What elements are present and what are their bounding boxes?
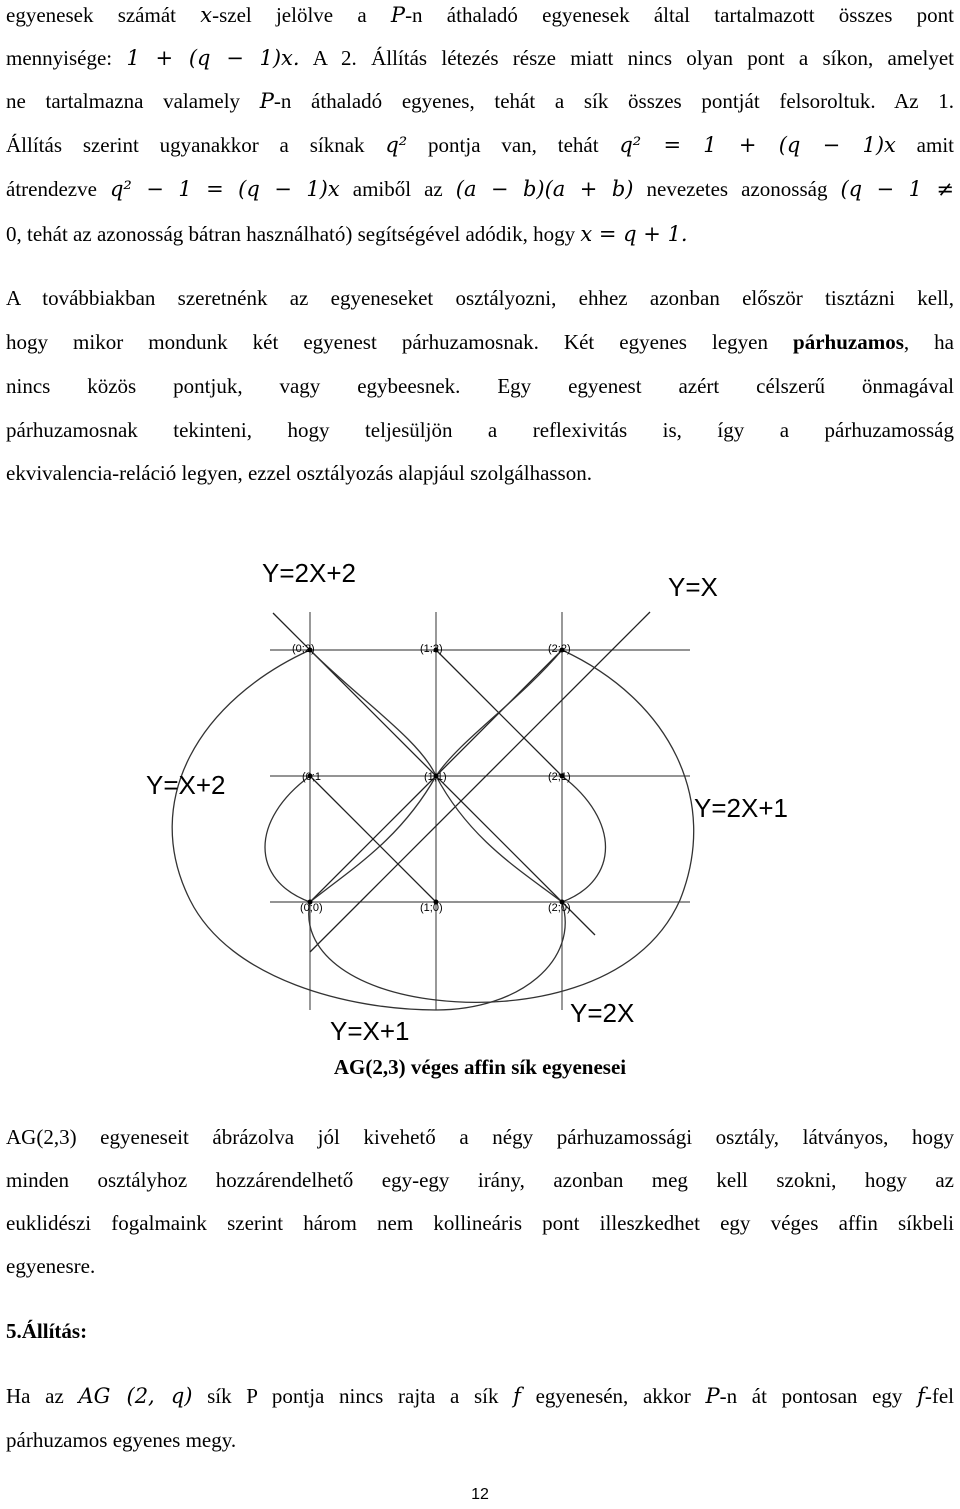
curve-y-2x [309,650,694,1002]
p2-line-2: hogy mikor mondunk két egyenest párhuzamosnak. Két egyenes legyen párhuzamos, ha [6,330,954,354]
point-label-2-1: (2;1) [548,771,571,783]
point-label-1-0: (1;0) [420,902,443,914]
page-number: 12 [471,1486,489,1503]
point-label-1-1: (1;1) [424,771,447,783]
line-label-y-x-plus-2: Y=X+2 [146,770,226,800]
claim-line-2: párhuzamos egyenes megy. [6,1428,237,1452]
curved-lines [172,650,694,1010]
affine-plane-figure [0,548,960,1048]
line-label-y-2x: Y=2X [570,998,635,1028]
p2-line-4: párhuzamosnak tekinteni, hogy teljesüljön a reflexivitás is, így a párhuzamosság [6,418,954,442]
point-label-2-2: (2;2) [548,643,571,655]
point-label-1-2: (1;2) [420,643,443,655]
p3-line-2: minden osztályhoz hozzárendelhető egy-egy irány, azonban meg kell szokni, hogy az [6,1168,954,1192]
p2-line-3: nincs közös pontjuk, vagy egybeesnek. Egy egyenest azért célszerű önmagával [6,374,954,398]
p2-line-5: ekvivalencia-reláció legyen, ezzel osztályozás alapjául szolgálhasson. [6,461,592,485]
p1-line-4: Állítás szerint ugyanakkor a síknak q² pontja van, tehát q² = 1 + (q − 1)x amit [6,133,954,157]
claim-line-1: Ha az AG (2, q) sík P pontja nincs rajta a sík f egyenesén, akkor P-n át pontosan egy f-fel [6,1384,955,1408]
p1-line-6: 0, tehát az azonosság bátran használható) segítségével adódik, hogy x = q + 1. [6,222,688,246]
slope-one-lines [0,548,650,952]
claim-heading: 5.Állítás: [6,1319,88,1343]
p1-line-3: ne tartalmazna valamely P-n áthaladó egyenes, tehát a sík összes pontját felsoroltuk. Az 1. [6,89,954,113]
point-label-0-2: (0;2) [292,643,315,655]
line-label-y-2x-plus-1: Y=2X+1 [694,793,788,823]
p3-line-3: euklidészi fogalmaink szerint három nem kollineáris pont illeszkedhet egy véges affin síkbeli [6,1211,954,1235]
diagonal-y-x [310,612,650,952]
curve-left-small [265,776,310,902]
figure-caption: AG(2,3) véges affin sík egyenesei [333,1055,627,1079]
p1-line-2: mennyisége: 1 + (q − 1)x. A 2. Állítás létezés része miatt nincs olyan pont a síkon, amelyet [6,46,955,70]
point-label-0-1: (0;1 [302,771,321,783]
point-label-0-0: (0;0) [300,902,323,914]
p1-line-5: átrendezve q² − 1 = (q − 1)x amiből az (a − b)(a + b) nevezetes azonosság (q − 1 ≠ [6,177,955,201]
p1-line-1: egyenesek számát x-szel jelölve a P-n áthaladó egyenesek által tartalmazott összes pont [6,3,954,27]
point-label-2-0: (2;0) [548,902,571,914]
curve-right-small [562,776,606,902]
p3-line-4: egyenesre. [6,1254,96,1278]
line-label-y-x-plus-1: Y=X+1 [330,1016,410,1046]
p2-line-1: A továbbiakban szeretnénk az egyeneseket osztályozni, ehhez azonban először tisztázni kell, [6,286,954,310]
p3-line-1: AG(2,3) egyeneseit ábrázolva jól kivehető a négy párhuzamossági osztály, látványos, hogy [6,1125,954,1149]
line-label-y-2x-plus-2: Y=2X+2 [262,558,356,588]
line-label-y-x: Y=X [668,572,718,602]
